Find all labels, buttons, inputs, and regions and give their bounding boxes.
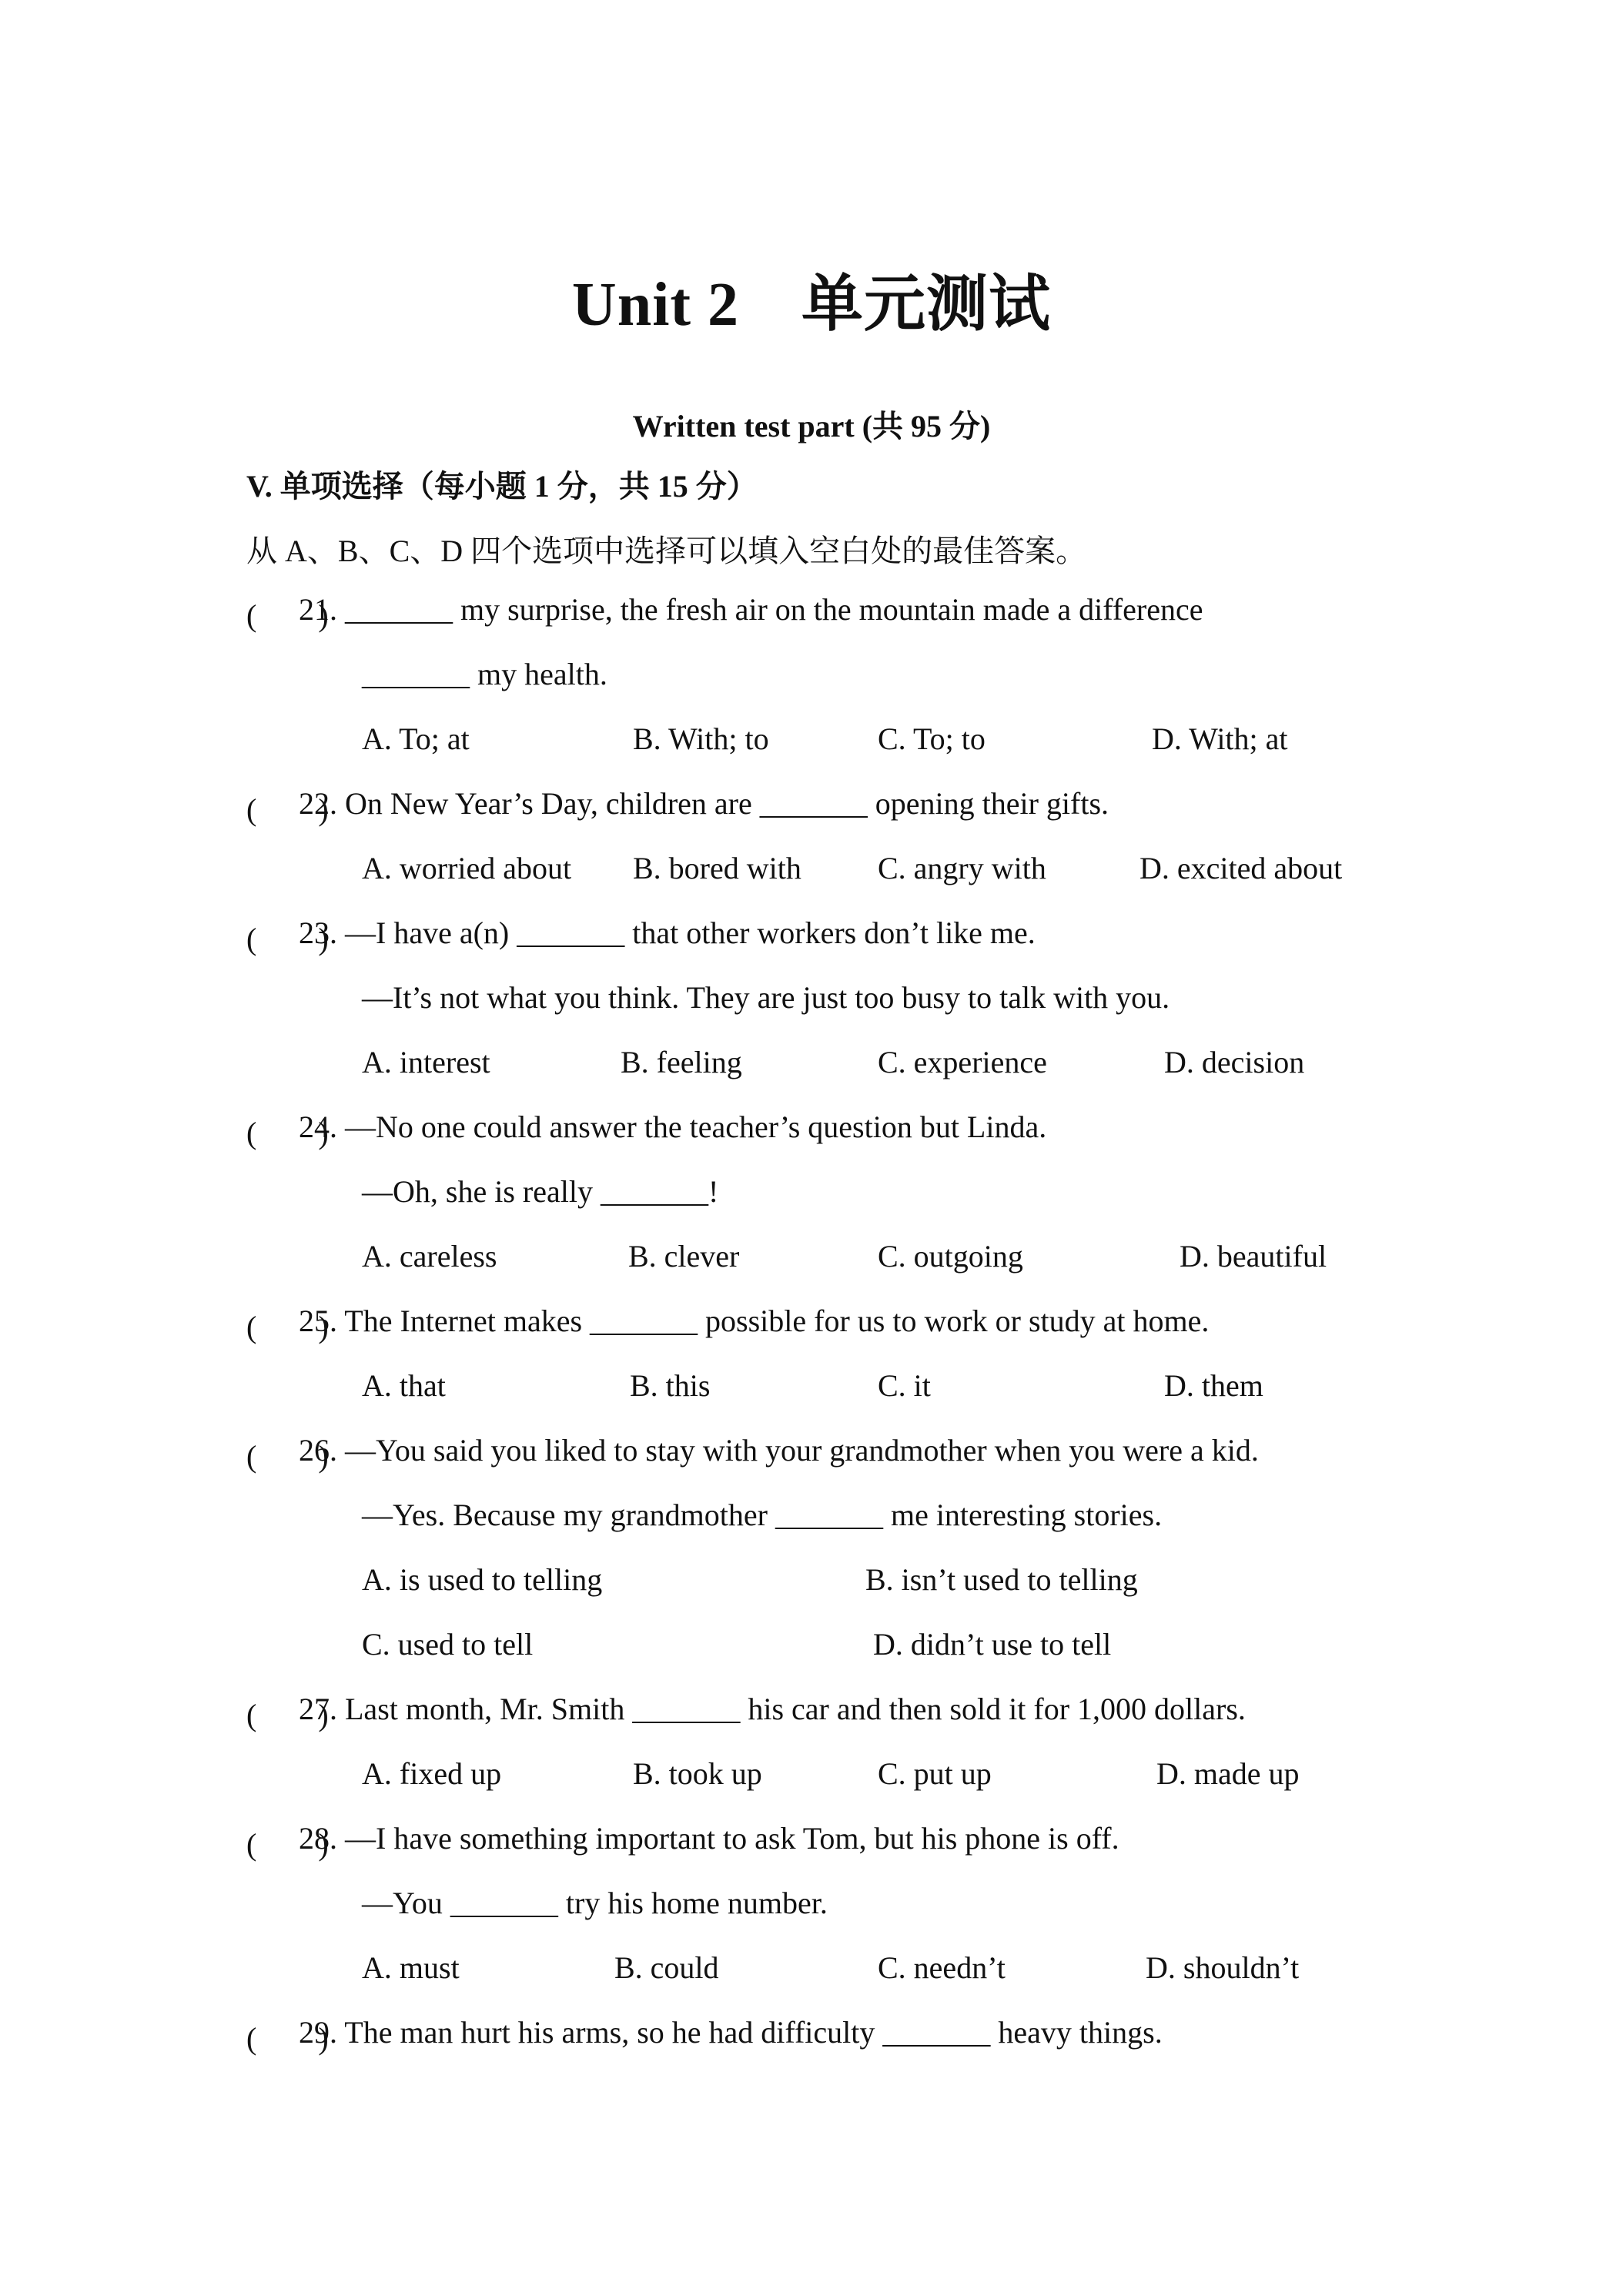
answer-blank[interactable]: ( ) xyxy=(246,2021,329,2056)
question-text-cont: —It’s not what you think. They are just too busy to talk with you. xyxy=(362,980,1170,1015)
answer-blank[interactable]: ( ) xyxy=(246,1698,329,1732)
answer-blank[interactable]: ( ) xyxy=(246,792,329,827)
option-c: C. outgoing xyxy=(878,1239,1023,1274)
answer-blank[interactable]: ( ) xyxy=(246,1439,329,1474)
answer-blank[interactable]: ( ) xyxy=(246,922,329,956)
option-b: B. took up xyxy=(633,1756,762,1791)
question-text: 23. —I have a(n) _______ that other workers don’t like me. xyxy=(299,915,1036,950)
option-b: B. could xyxy=(614,1950,719,1985)
option-b: B. With; to xyxy=(633,721,769,756)
option-b: B. isn’t used to telling xyxy=(865,1562,1138,1597)
question-text: 24. —No one could answer the teacher’s question but Linda. xyxy=(299,1110,1047,1144)
question-text-cont: —Oh, she is really _______! xyxy=(362,1174,719,1209)
answer-blank[interactable]: ( ) xyxy=(246,1827,329,1862)
question-text: 26. —You said you liked to stay with your grandmother when you were a kid. xyxy=(299,1433,1259,1468)
question-text-cont: _______ my health. xyxy=(362,657,607,691)
option-a: A. is used to telling xyxy=(362,1562,603,1597)
option-c: C. angry with xyxy=(878,851,1046,885)
question-text: 29. The man hurt his arms, so he had difficulty _______ heavy things. xyxy=(299,2015,1163,2050)
question-text: 21. _______ my surprise, the fresh air on the mountain made a difference xyxy=(299,592,1203,627)
answer-blank[interactable]: ( ) xyxy=(246,1310,329,1344)
option-c: C. put up xyxy=(878,1756,992,1791)
option-d: D. beautiful xyxy=(1180,1239,1327,1274)
question-text: 22. On New Year’s Day, children are _______ opening their gifts. xyxy=(299,786,1109,821)
question-text-cont: —Yes. Because my grandmother _______ me interesting stories. xyxy=(362,1498,1163,1532)
question-text-cont: —You _______ try his home number. xyxy=(362,1886,828,1920)
option-b: B. this xyxy=(630,1368,711,1403)
option-a: A. must xyxy=(362,1950,460,1985)
option-a: A. To; at xyxy=(362,721,470,756)
question-text: 27. Last month, Mr. Smith _______ his car and then sold it for 1,000 dollars. xyxy=(299,1692,1246,1726)
option-d: D. decision xyxy=(1164,1045,1305,1079)
option-c: C. To; to xyxy=(878,721,986,756)
question-text: 28. —I have something important to ask Tom, but his phone is off. xyxy=(299,1821,1119,1856)
option-d: D. them xyxy=(1164,1368,1263,1403)
option-c: C. used to tell xyxy=(362,1627,534,1662)
option-b: B. feeling xyxy=(621,1045,742,1079)
option-d: D. shouldn’t xyxy=(1146,1950,1300,1985)
answer-blank[interactable]: ( ) xyxy=(246,1116,329,1150)
option-b: B. clever xyxy=(628,1239,740,1274)
option-d: D. With; at xyxy=(1152,721,1288,756)
option-d: D. didn’t use to tell xyxy=(873,1627,1112,1662)
section-instructions: 从 A、B、C、D 四个选项中选择可以填入空白处的最佳答案。 xyxy=(246,534,1087,568)
option-b: B. bored with xyxy=(633,851,801,885)
page-title: Unit 2 单元测试 xyxy=(571,271,1052,339)
option-d: D. excited about xyxy=(1139,851,1343,885)
option-c: C. needn’t xyxy=(878,1950,1006,1985)
question-text: 25. The Internet makes _______ possible for us to work or study at home. xyxy=(299,1304,1210,1338)
answer-blank[interactable]: ( ) xyxy=(246,598,329,633)
option-a: A. that xyxy=(362,1368,446,1403)
option-c: C. it xyxy=(878,1368,931,1403)
page-subtitle: Written test part (共 95 分) xyxy=(632,409,991,443)
option-a: A. interest xyxy=(362,1045,490,1079)
option-d: D. made up xyxy=(1156,1756,1300,1791)
option-a: A. fixed up xyxy=(362,1756,502,1791)
section-heading: V. 单项选择（每小题 1 分，共 15 分） xyxy=(246,469,758,504)
option-c: C. experience xyxy=(878,1045,1047,1079)
option-a: A. careless xyxy=(362,1239,497,1274)
option-a: A. worried about xyxy=(362,851,572,885)
